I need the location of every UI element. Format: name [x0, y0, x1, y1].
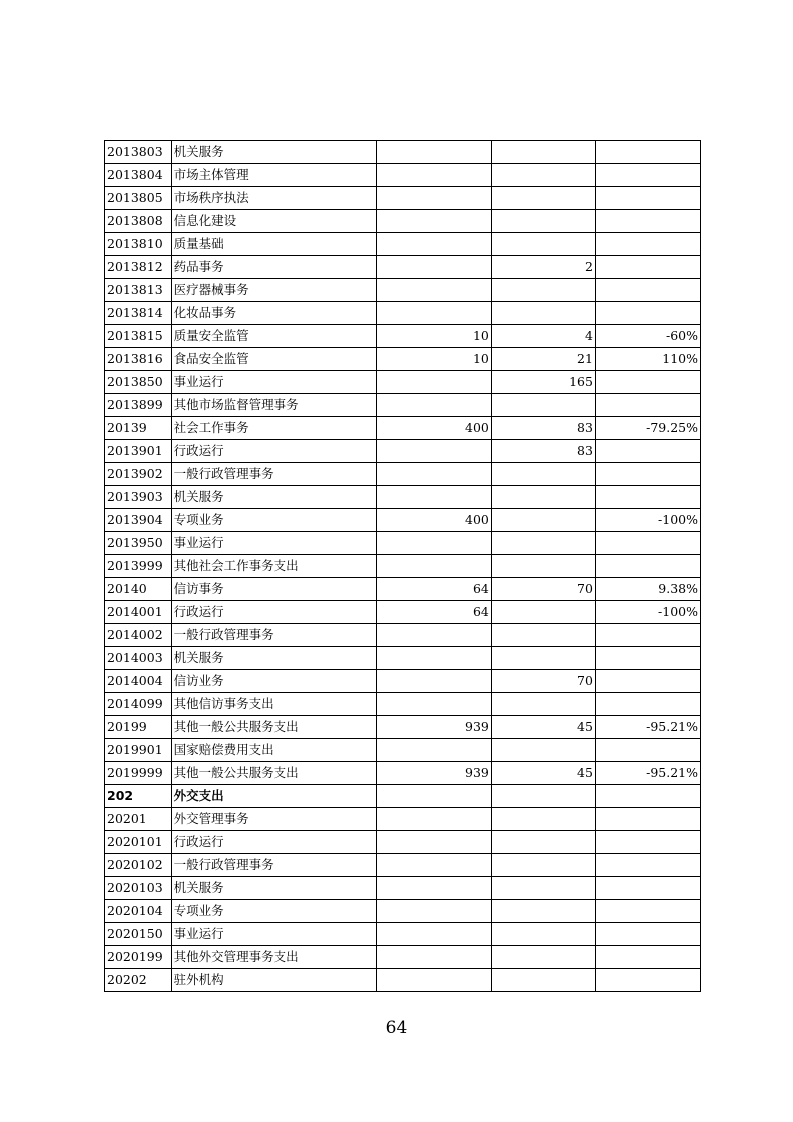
cell-code: 2019999 — [105, 762, 172, 785]
cell-value-1 — [376, 854, 491, 877]
table-row — [105, 141, 701, 164]
cell-percent-change — [595, 785, 700, 808]
cell-code: 20199 — [105, 716, 172, 739]
cell-name: 药品事务 — [171, 256, 376, 279]
cell-name: 食品安全监管 — [171, 348, 376, 371]
cell-value-2: 21 — [491, 348, 595, 371]
cell-name: 其他社会工作事务支出 — [171, 555, 376, 578]
table-row — [105, 394, 701, 417]
cell-code: 2013816 — [105, 348, 172, 371]
cell-code: 2014002 — [105, 624, 172, 647]
cell-percent-change: 9.38% — [595, 578, 700, 601]
cell-value-2 — [491, 647, 595, 670]
cell-value-2: 45 — [491, 762, 595, 785]
cell-value-2 — [491, 394, 595, 417]
cell-value-1 — [376, 739, 491, 762]
cell-value-2 — [491, 969, 595, 992]
table-row — [105, 946, 701, 969]
cell-name: 外交支出 — [171, 785, 376, 808]
cell-code: 2014099 — [105, 693, 172, 716]
cell-value-2 — [491, 624, 595, 647]
cell-code: 2014001 — [105, 601, 172, 624]
cell-name: 医疗器械事务 — [171, 279, 376, 302]
cell-percent-change: -79.25% — [595, 417, 700, 440]
table-row — [105, 578, 701, 601]
cell-value-2 — [491, 739, 595, 762]
cell-percent-change — [595, 670, 700, 693]
cell-code: 2020104 — [105, 900, 172, 923]
table-row — [105, 854, 701, 877]
cell-code: 2013904 — [105, 509, 172, 532]
cell-value-1 — [376, 532, 491, 555]
cell-value-1 — [376, 141, 491, 164]
cell-value-1 — [376, 900, 491, 923]
table-row — [105, 210, 701, 233]
cell-percent-change — [595, 233, 700, 256]
cell-value-1 — [376, 831, 491, 854]
cell-percent-change — [595, 647, 700, 670]
cell-percent-change — [595, 371, 700, 394]
cell-name: 社会工作事务 — [171, 417, 376, 440]
cell-name: 其他信访事务支出 — [171, 693, 376, 716]
cell-name: 机关服务 — [171, 486, 376, 509]
cell-percent-change — [595, 946, 700, 969]
cell-percent-change — [595, 210, 700, 233]
page-number: 64 — [385, 1018, 408, 1038]
cell-percent-change — [595, 969, 700, 992]
cell-value-2: 70 — [491, 670, 595, 693]
table-row — [105, 279, 701, 302]
cell-value-2 — [491, 877, 595, 900]
cell-percent-change — [595, 831, 700, 854]
cell-value-1 — [376, 969, 491, 992]
cell-name: 专项业务 — [171, 509, 376, 532]
cell-value-2 — [491, 532, 595, 555]
cell-percent-change — [595, 463, 700, 486]
cell-value-2: 45 — [491, 716, 595, 739]
cell-value-2 — [491, 831, 595, 854]
budget-table-body — [105, 141, 701, 992]
table-row — [105, 739, 701, 762]
cell-code: 2013808 — [105, 210, 172, 233]
cell-value-1 — [376, 394, 491, 417]
table-row — [105, 808, 701, 831]
cell-value-2 — [491, 509, 595, 532]
cell-percent-change — [595, 302, 700, 325]
cell-name: 行政运行 — [171, 440, 376, 463]
cell-percent-change — [595, 854, 700, 877]
cell-value-2 — [491, 463, 595, 486]
cell-percent-change — [595, 739, 700, 762]
cell-code: 2013901 — [105, 440, 172, 463]
cell-code: 2013814 — [105, 302, 172, 325]
cell-code: 2013902 — [105, 463, 172, 486]
budget-table — [104, 140, 701, 992]
cell-value-2: 2 — [491, 256, 595, 279]
cell-code: 2019901 — [105, 739, 172, 762]
cell-value-1 — [376, 210, 491, 233]
cell-value-2 — [491, 601, 595, 624]
cell-value-1 — [376, 624, 491, 647]
table-row — [105, 371, 701, 394]
cell-name: 外交管理事务 — [171, 808, 376, 831]
cell-value-1: 400 — [376, 417, 491, 440]
cell-code: 2020101 — [105, 831, 172, 854]
cell-percent-change — [595, 256, 700, 279]
cell-name: 行政运行 — [171, 831, 376, 854]
cell-value-1 — [376, 946, 491, 969]
cell-value-1: 400 — [376, 509, 491, 532]
cell-percent-change — [595, 624, 700, 647]
table-row — [105, 762, 701, 785]
cell-value-1: 939 — [376, 762, 491, 785]
cell-value-2 — [491, 923, 595, 946]
cell-name: 其他外交管理事务支出 — [171, 946, 376, 969]
cell-value-1 — [376, 463, 491, 486]
cell-name: 国家赔偿费用支出 — [171, 739, 376, 762]
cell-value-1 — [376, 187, 491, 210]
cell-code: 2013903 — [105, 486, 172, 509]
cell-percent-change — [595, 877, 700, 900]
cell-percent-change: -100% — [595, 601, 700, 624]
cell-name: 一般行政管理事务 — [171, 854, 376, 877]
cell-percent-change — [595, 141, 700, 164]
cell-percent-change: -95.21% — [595, 762, 700, 785]
cell-code: 2014004 — [105, 670, 172, 693]
cell-value-1 — [376, 785, 491, 808]
table-row — [105, 233, 701, 256]
cell-percent-change — [595, 394, 700, 417]
cell-code: 20202 — [105, 969, 172, 992]
cell-code: 2020199 — [105, 946, 172, 969]
cell-value-2: 70 — [491, 578, 595, 601]
cell-value-2 — [491, 187, 595, 210]
table-row — [105, 831, 701, 854]
table-row — [105, 348, 701, 371]
cell-value-1 — [376, 164, 491, 187]
cell-name: 其他一般公共服务支出 — [171, 716, 376, 739]
cell-name: 其他一般公共服务支出 — [171, 762, 376, 785]
cell-value-1 — [376, 877, 491, 900]
cell-value-1: 10 — [376, 325, 491, 348]
cell-name: 事业运行 — [171, 532, 376, 555]
cell-percent-change — [595, 900, 700, 923]
cell-percent-change: -60% — [595, 325, 700, 348]
cell-code: 2013899 — [105, 394, 172, 417]
cell-percent-change — [595, 187, 700, 210]
cell-name: 行政运行 — [171, 601, 376, 624]
cell-value-2 — [491, 210, 595, 233]
cell-code: 2020102 — [105, 854, 172, 877]
cell-name: 质量基础 — [171, 233, 376, 256]
cell-name: 信访业务 — [171, 670, 376, 693]
cell-percent-change: -95.21% — [595, 716, 700, 739]
table-row — [105, 509, 701, 532]
cell-code: 2013804 — [105, 164, 172, 187]
cell-name: 一般行政管理事务 — [171, 624, 376, 647]
cell-value-2 — [491, 854, 595, 877]
cell-value-1 — [376, 440, 491, 463]
cell-name: 一般行政管理事务 — [171, 463, 376, 486]
cell-name: 其他市场监督管理事务 — [171, 394, 376, 417]
cell-code: 2013850 — [105, 371, 172, 394]
cell-value-2 — [491, 233, 595, 256]
cell-code: 2013812 — [105, 256, 172, 279]
cell-value-2 — [491, 164, 595, 187]
table-row — [105, 624, 701, 647]
cell-code: 2020150 — [105, 923, 172, 946]
cell-code: 2013810 — [105, 233, 172, 256]
table-row — [105, 440, 701, 463]
cell-code: 2013803 — [105, 141, 172, 164]
cell-value-2 — [491, 946, 595, 969]
table-row — [105, 325, 701, 348]
table-row — [105, 486, 701, 509]
cell-value-2: 83 — [491, 417, 595, 440]
cell-percent-change — [595, 555, 700, 578]
table-row — [105, 785, 701, 808]
table-row — [105, 877, 701, 900]
cell-code: 2013813 — [105, 279, 172, 302]
table-row — [105, 532, 701, 555]
cell-value-1: 64 — [376, 578, 491, 601]
cell-value-2 — [491, 808, 595, 831]
cell-percent-change — [595, 486, 700, 509]
cell-code: 20139 — [105, 417, 172, 440]
table-row — [105, 555, 701, 578]
cell-value-1 — [376, 256, 491, 279]
cell-value-2 — [491, 302, 595, 325]
cell-value-2: 83 — [491, 440, 595, 463]
cell-value-1 — [376, 302, 491, 325]
cell-value-1: 10 — [376, 348, 491, 371]
cell-value-1: 939 — [376, 716, 491, 739]
cell-name: 专项业务 — [171, 900, 376, 923]
cell-code: 2013805 — [105, 187, 172, 210]
cell-value-1: 64 — [376, 601, 491, 624]
cell-value-2 — [491, 785, 595, 808]
cell-name: 事业运行 — [171, 923, 376, 946]
cell-name: 化妆品事务 — [171, 302, 376, 325]
cell-percent-change: 110% — [595, 348, 700, 371]
table-row — [105, 900, 701, 923]
cell-name: 信访事务 — [171, 578, 376, 601]
cell-name: 机关服务 — [171, 877, 376, 900]
cell-value-1 — [376, 555, 491, 578]
cell-code: 2020103 — [105, 877, 172, 900]
cell-value-2: 4 — [491, 325, 595, 348]
cell-value-2 — [491, 141, 595, 164]
cell-value-1 — [376, 670, 491, 693]
cell-value-2 — [491, 486, 595, 509]
cell-code: 20201 — [105, 808, 172, 831]
cell-code: 202 — [105, 785, 172, 808]
cell-value-2: 165 — [491, 371, 595, 394]
cell-value-1 — [376, 693, 491, 716]
cell-percent-change — [595, 164, 700, 187]
cell-code: 2013815 — [105, 325, 172, 348]
cell-percent-change — [595, 923, 700, 946]
table-row — [105, 693, 701, 716]
table-row — [105, 417, 701, 440]
cell-value-1 — [376, 279, 491, 302]
cell-name: 事业运行 — [171, 371, 376, 394]
table-row — [105, 187, 701, 210]
table-row — [105, 164, 701, 187]
table-row — [105, 647, 701, 670]
cell-value-1 — [376, 233, 491, 256]
cell-name: 质量安全监管 — [171, 325, 376, 348]
cell-name: 市场秩序执法 — [171, 187, 376, 210]
cell-value-2 — [491, 555, 595, 578]
cell-name: 机关服务 — [171, 141, 376, 164]
cell-code: 20140 — [105, 578, 172, 601]
cell-value-1 — [376, 371, 491, 394]
cell-percent-change — [595, 279, 700, 302]
cell-value-1 — [376, 486, 491, 509]
cell-name: 市场主体管理 — [171, 164, 376, 187]
cell-value-1 — [376, 808, 491, 831]
cell-code: 2014003 — [105, 647, 172, 670]
table-row — [105, 670, 701, 693]
cell-value-2 — [491, 900, 595, 923]
cell-percent-change — [595, 532, 700, 555]
table-row — [105, 716, 701, 739]
table-row — [105, 923, 701, 946]
table-row — [105, 302, 701, 325]
table-row — [105, 463, 701, 486]
cell-percent-change: -100% — [595, 509, 700, 532]
cell-code: 2013950 — [105, 532, 172, 555]
cell-percent-change — [595, 440, 700, 463]
cell-code: 2013999 — [105, 555, 172, 578]
cell-value-1 — [376, 647, 491, 670]
cell-value-2 — [491, 693, 595, 716]
cell-value-1 — [376, 923, 491, 946]
cell-percent-change — [595, 808, 700, 831]
cell-percent-change — [595, 693, 700, 716]
cell-name: 机关服务 — [171, 647, 376, 670]
cell-name: 信息化建设 — [171, 210, 376, 233]
table-row — [105, 969, 701, 992]
table-row — [105, 601, 701, 624]
table-row — [105, 256, 701, 279]
cell-name: 驻外机构 — [171, 969, 376, 992]
cell-value-2 — [491, 279, 595, 302]
